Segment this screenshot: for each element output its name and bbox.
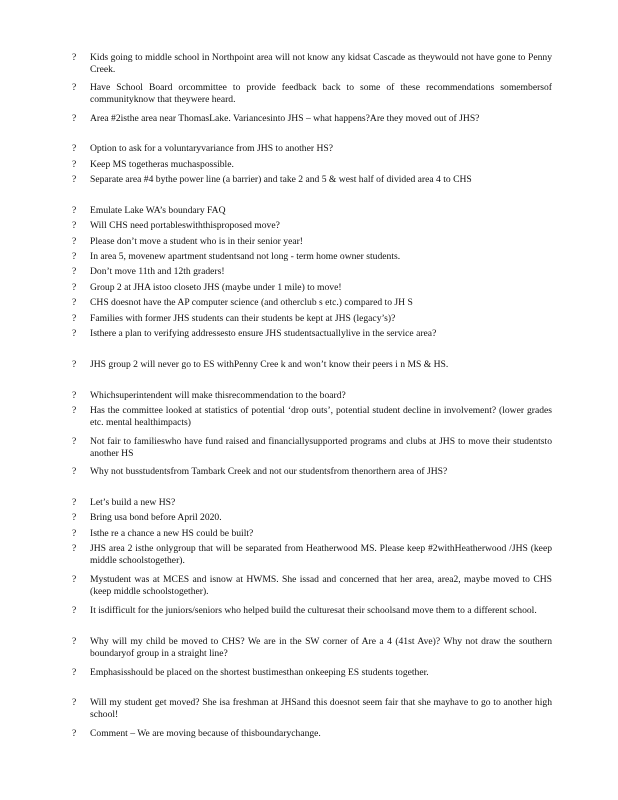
bullet-marker: ? — [72, 282, 77, 293]
bullet-marker: ? — [72, 728, 77, 739]
bullet-marker: ? — [72, 143, 77, 154]
bullet-marker: ? — [72, 390, 77, 401]
list-item-text: Not fair to familieswho have fund raised and financiallysupported programs and clubs at JHS to move their studentsto another HS — [90, 436, 552, 459]
bullet-marker: ? — [72, 574, 77, 585]
bullet-marker: ? — [72, 636, 77, 647]
list-item-text: Group 2 at JHA istoo closeto JHS (maybe under 1 mile) to move! — [90, 282, 342, 293]
list-item-text: In area 5, movenew apartment studentsand not long - term home owner students. — [90, 251, 401, 262]
bullet-marker: ? — [72, 543, 77, 554]
bullet-marker: ? — [72, 313, 77, 324]
list-item-text: Isthe re a chance a new HS could be built? — [90, 528, 254, 539]
list-item-text: Mystudent was at MCES and isnow at HWMS. She issad and concerned that her area, area2, maybe moved to CHS (keep middle schoolstogether). — [90, 574, 552, 597]
list-item-text: Keep MS togetheras muchaspossible. — [90, 159, 234, 170]
bullet-marker: ? — [72, 667, 77, 678]
list-item-text: Have School Board orcommittee to provide feedback back to some of these recommendations somembersof communityknow that theywere heard. — [90, 82, 552, 105]
list-item-text: Please don’t move a student who is in their senior year! — [90, 236, 303, 247]
list-item-text: JHS group 2 will never go to ES withPenny Cree k and won’t know their peers i n MS & HS. — [90, 359, 449, 370]
list-item-text: Why will my child be moved to CHS? We are in the SW corner of Are a 4 (41st Ave)? Why not draw the southern boundaryof group in a straight line? — [90, 636, 552, 659]
list-item-text: CHS doesnot have the AP computer science (and otherclub s etc.) compared to JH S — [90, 297, 413, 308]
bullet-marker: ? — [72, 52, 77, 63]
bullet-marker: ? — [72, 497, 77, 508]
list-item-text: It isdifficult for the juniors/seniors who helped build the culturesat their schoolsand move them to a different school. — [90, 605, 537, 616]
list-item-text: Let’s build a new HS? — [90, 497, 176, 508]
list-item-text: Bring usa bond before April 2020. — [90, 512, 222, 523]
bullet-marker: ? — [72, 236, 77, 247]
bullet-marker: ? — [72, 359, 77, 370]
bullet-marker: ? — [72, 82, 77, 93]
bullet-marker: ? — [72, 405, 77, 416]
list-item-text: Why not busstudentsfrom Tambark Creek and not our studentsfrom thenorthern area of JHS? — [90, 466, 448, 477]
bullet-marker: ? — [72, 328, 77, 339]
bullet-marker: ? — [72, 174, 77, 185]
bullet-marker: ? — [72, 297, 77, 308]
list-item-text: Option to ask for a voluntaryvariance from JHS to another HS? — [90, 143, 333, 154]
bullet-marker: ? — [72, 466, 77, 477]
list-item-text: Has the committee looked at statistics of potential ‘drop outs’, potential student decline in involvement? (lower grades etc. mental healthimpacts) — [90, 405, 552, 428]
list-item-text: Emphasisshould be placed on the shortest bustimesthan onkeeping ES students together. — [90, 667, 429, 678]
list-item-text: Families with former JHS students can their students be kept at JHS (legacy’s)? — [90, 313, 396, 324]
bullet-marker: ? — [72, 436, 77, 447]
bullet-marker: ? — [72, 512, 77, 523]
list-item-text: Will my student get moved? She isa freshman at JHSand this doesnot seem fair that she mayhave to go to another high school! — [90, 697, 552, 720]
list-item-text: Kids going to middle school in Northpoint area will not know any kidsat Cascade as theywould not have gone to Penny Creek. — [90, 52, 552, 75]
bullet-marker: ? — [72, 113, 77, 124]
list-item-text: Comment – We are moving because of thisboundarychange. — [90, 728, 321, 739]
list-item-text: Separate area #4 bythe power line (a barrier) and take 2 and 5 & west half of divided area 4 to CHS — [90, 174, 472, 185]
bullet-marker: ? — [72, 159, 77, 170]
list-item-text: Isthere a plan to verifying addressesto ensure JHS studentsactuallylive in the service area? — [90, 328, 437, 339]
bullet-marker: ? — [72, 220, 77, 231]
bullet-marker: ? — [72, 251, 77, 262]
bullet-marker: ? — [72, 528, 77, 539]
bullet-marker: ? — [72, 205, 77, 216]
list-item-text: JHS area 2 isthe onlygroup that will be separated from Heatherwood MS. Please keep #2withHeatherwood /JHS (keep middle schoolstogether). — [90, 543, 552, 566]
list-item-text: Emulate Lake WA’s boundary FAQ — [90, 205, 226, 216]
list-item-text: Whichsuperintendent will make thisrecommendation to the board? — [90, 390, 346, 401]
bullet-marker: ? — [72, 266, 77, 277]
list-item-text: Don’t move 11th and 12th graders! — [90, 266, 225, 277]
bullet-marker: ? — [72, 697, 77, 708]
bullet-marker: ? — [72, 605, 77, 616]
list-item-text: Area #2isthe area near ThomasLake. Variancesinto JHS – what happens?Are they moved out of JHS? — [90, 113, 480, 124]
list-item-text: Will CHS need portableswiththisproposed move? — [90, 220, 280, 231]
